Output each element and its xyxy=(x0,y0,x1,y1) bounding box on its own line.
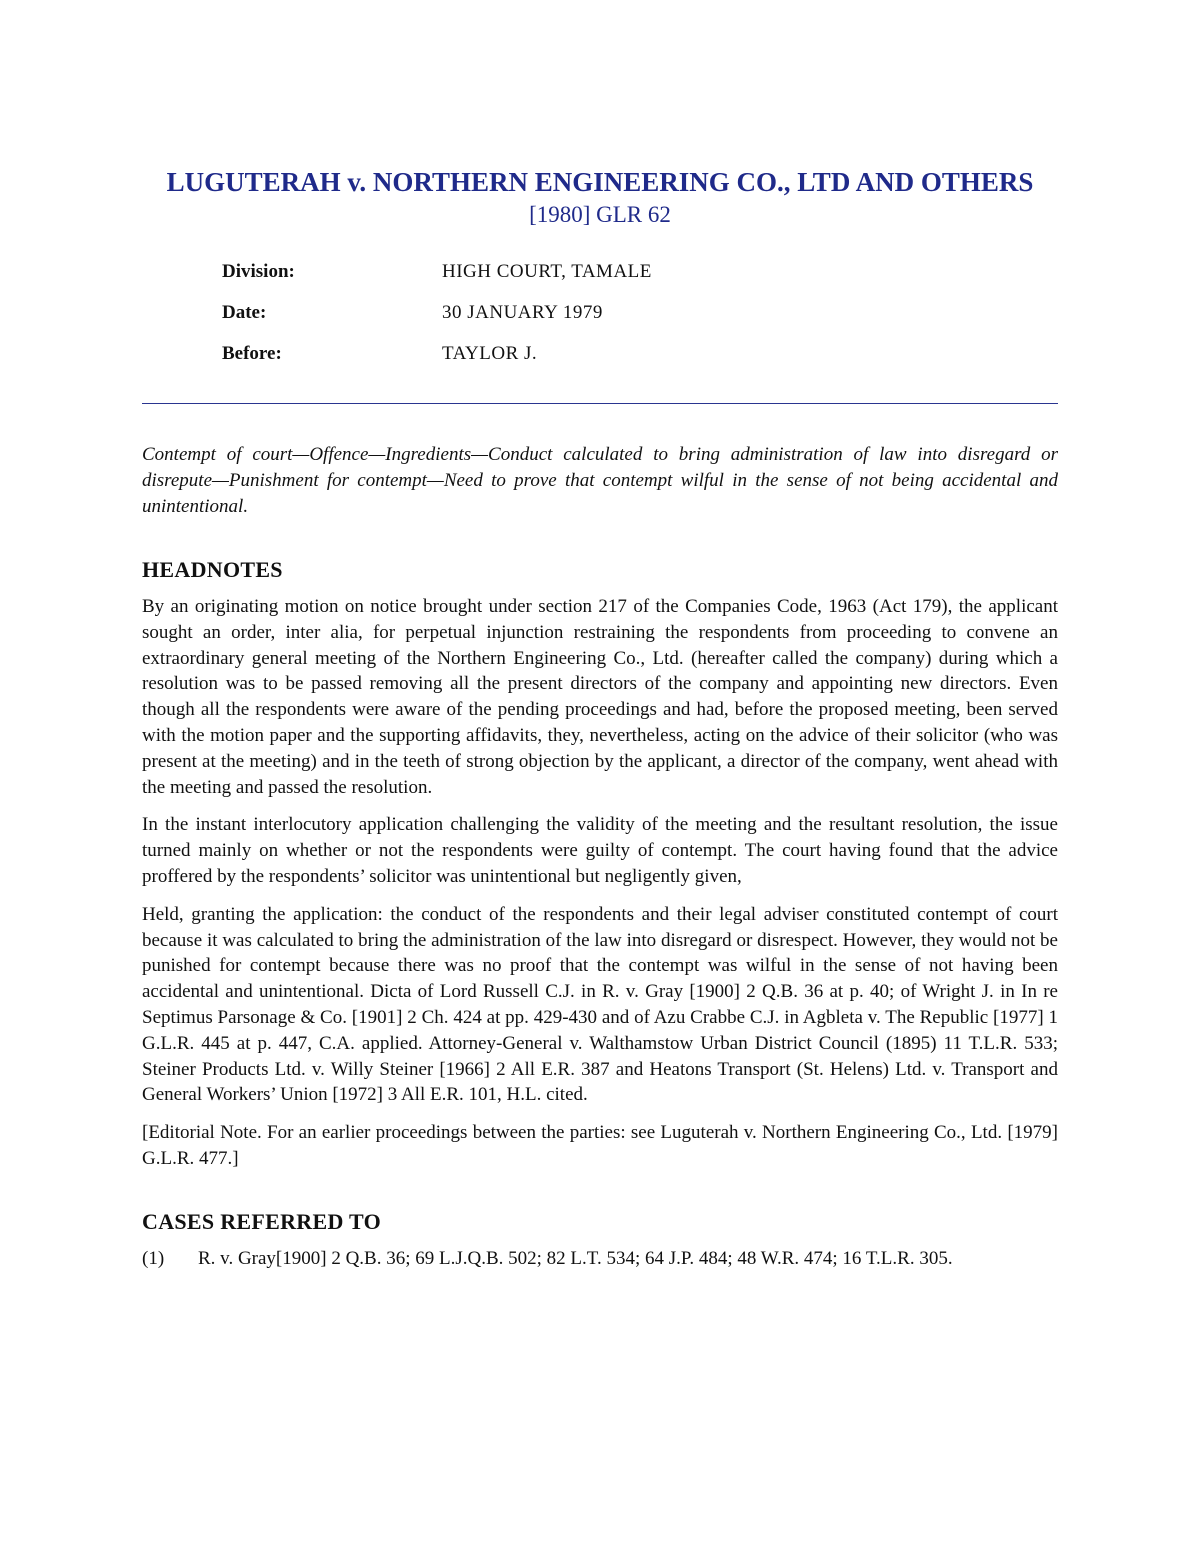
meta-value: 30 JANUARY 1979 xyxy=(442,302,603,323)
headnote-paragraph: By an originating motion on notice brought under section 217 of the Companies Code, 1963 (Act 179), the applicant sought an order, inter alia, for perpetual injunction restraining the respondents from proceeding to convene an extraordinary general meeting of the Northern Engineering Co., Ltd. (hereafter called the company) during which a resolution was to be passed removing all the present directors of the company and appointing new directors. Even though all the respondents were aware of the pending proceedings and had, before the proposed meeting, been served with the motion paper and the supporting affidavits, they, nevertheless, acting on the advice of their solicitor (who was present at the meeting) and in the teeth of strong objection by the applicant, a director of the company, went ahead with the meeting and passed the resolution. xyxy=(142,596,1058,798)
document-page xyxy=(142,165,1058,1272)
case-meta xyxy=(222,261,1058,384)
case-citation: [1980] GLR 62 xyxy=(529,202,671,227)
meta-row-before xyxy=(222,343,1058,384)
meta-row-division xyxy=(222,261,1058,302)
catchwords: Contempt of court—Offence—Ingredients—Conduct calculated to bring administration of law into disregard or disrepute—Punishment for contempt—Need to prove that contempt wilful in the sense of not being accidental and unintentional. xyxy=(142,444,1058,517)
meta-label: Division: xyxy=(222,261,295,282)
headnote-paragraph: Held, granting the application: the conduct of the respondents and their legal adviser constituted contempt of court because it was calculated to bring the administration of the law into disregard or disrespect. However, they would not be punished for contempt because there was no proof that the contempt was wilful in the sense of not having been accidental and unintentional. Dicta of Lord Russell C.J. in R. v. Gray [1900] 2 Q.B. 36 at p. 40; of Wright J. in In re Septimus Parsonage & Co. [1901] 2 Ch. 424 at pp. 429-430 and of Azu Crabbe C.J. in Agbleta v. The Republic [1977] 1 G.L.R. 445 at p. 447, C.A. applied. Attorney-General v. Walthamstow Urban District Council (1895) 11 T.L.R. 533; Steiner Products Ltd. v. Willy Steiner [1966] 2 All E.R. 387 and Heatons Transport (St. Helens) Ltd. v. Transport and General Workers’ Union [1972] 3 All E.R. 101, H.L. cited. xyxy=(142,903,1058,1106)
cases-heading: CASES REFERRED TO xyxy=(142,1208,382,1234)
cases-section xyxy=(142,1208,1058,1272)
meta-label: Date: xyxy=(222,302,267,323)
cases-list xyxy=(142,1246,1058,1272)
headnote-paragraph: In the instant interlocutory application challenging the validity of the meeting and the resultant resolution, the issue turned mainly on whether or not the respondents were guilty of contempt. The court having found that the advice proffered by the respondents’ solicitor was unintentional but negligently given, xyxy=(142,814,1058,887)
case-number: (1) xyxy=(142,1247,165,1269)
header-divider xyxy=(142,403,1058,404)
list-item xyxy=(142,1246,1058,1272)
editorial-note: [Editorial Note. For an earlier proceedings between the parties: see Luguterah v. Northern Engineering Co., Ltd. [1979] G.L.R. 477.] xyxy=(142,1122,1058,1169)
case-text: R. v. Gray[1900] 2 Q.B. 36; 69 L.J.Q.B. 502; 82 L.T. 534; 64 J.P. 484; 48 W.R. 474; 16 T.L.R. 305. xyxy=(198,1247,953,1269)
case-title: LUGUTERAH v. NORTHERN ENGINEERING CO., LTD AND OTHERS xyxy=(166,167,1034,197)
meta-value: HIGH COURT, TAMALE xyxy=(442,261,652,282)
meta-row-date xyxy=(222,302,1058,343)
headnotes-section xyxy=(142,556,1058,1172)
meta-label: Before: xyxy=(222,343,282,364)
meta-value: TAYLOR J. xyxy=(442,343,538,364)
headnotes-heading: HEADNOTES xyxy=(142,557,283,582)
